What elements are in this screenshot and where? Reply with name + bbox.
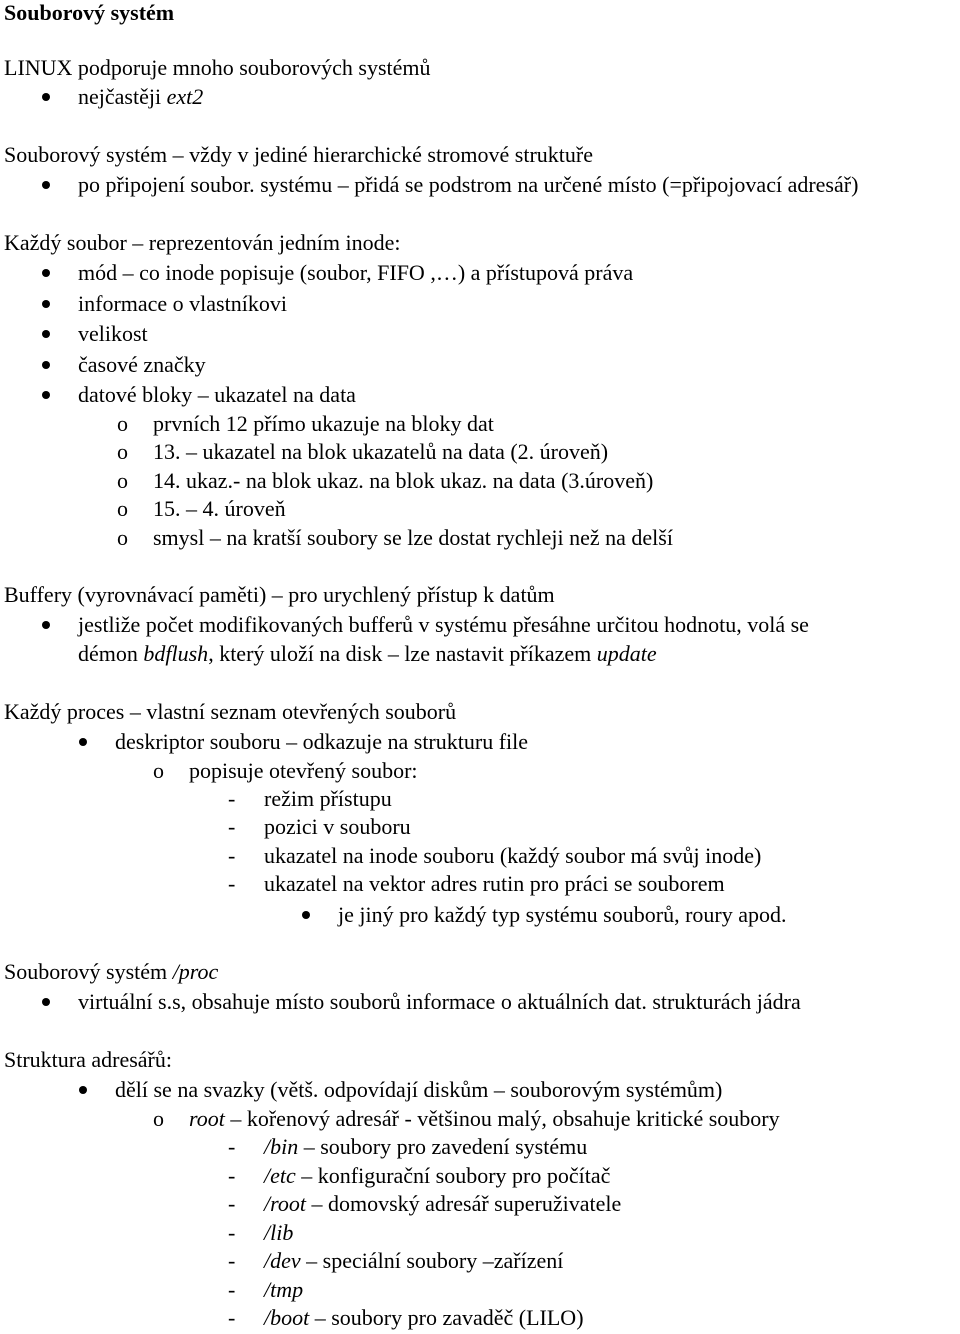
dir-item-bin: /bin – soubory pro zavedení systému	[264, 1134, 588, 1159]
section-heading-proc: Souborový systém /proc	[4, 959, 219, 984]
dash-list-item: ukazatel na vektor adres rutin pro práci se souborem	[264, 871, 725, 896]
bullet-icon	[42, 391, 50, 399]
list-item: informace o vlastníkovi	[78, 291, 287, 316]
bullet-icon	[302, 911, 310, 919]
dir-item-lib: /lib	[264, 1220, 294, 1245]
sub-list-item: popisuje otevřený soubor:	[189, 758, 418, 783]
sub-bullet-marker: o	[117, 468, 128, 493]
sub-bullet-marker: o	[117, 439, 128, 464]
section-heading-directories: Struktura adresářů:	[4, 1047, 172, 1072]
bullet-icon	[42, 998, 50, 1006]
dash-list-item: režim přístupu	[264, 786, 392, 811]
section-heading-linux: LINUX podporuje mnoho souborových systémů	[4, 55, 431, 80]
sub-list-item: 14. ukaz.- na blok ukaz. na blok ukaz. na data (3.úroveň)	[153, 468, 654, 493]
dash-marker: -	[228, 1248, 236, 1273]
sub-list-item: root – kořenový adresář - většinou malý, obsahuje kritické soubory	[189, 1106, 780, 1131]
dir-item-etc: /etc – konfigurační soubory pro počítač	[264, 1163, 611, 1188]
dash-marker: -	[228, 1305, 236, 1330]
list-item: deskriptor souboru – odkazuje na strukturu file	[115, 729, 529, 754]
list-item: velikost	[78, 321, 148, 346]
bullet-icon	[42, 93, 50, 101]
sub-bullet-marker: o	[117, 496, 128, 521]
bullet-icon	[42, 330, 50, 338]
dash-marker: -	[228, 843, 236, 868]
bullet-icon	[42, 181, 50, 189]
sub-bullet-marker: o	[153, 1106, 164, 1131]
dir-item-root: /root – domovský adresář superuživatele	[264, 1191, 622, 1216]
sub-list-item: 15. – 4. úroveň	[153, 496, 286, 521]
sub-bullet-marker: o	[153, 758, 164, 783]
list-item: nejčastěji ext2	[78, 84, 204, 109]
bullet-icon	[42, 621, 50, 629]
list-item: datové bloky – ukazatel na data	[78, 382, 356, 407]
dir-item-boot: /boot – soubory pro zavaděč (LILO)	[264, 1305, 584, 1330]
dir-item-dev: /dev – speciální soubory –zařízení	[264, 1248, 564, 1273]
list-item: dělí se na svazky (větš. odpovídají diskům – souborovým systémům)	[115, 1077, 723, 1102]
dash-marker: -	[228, 1277, 236, 1302]
dash-marker: -	[228, 871, 236, 896]
deep-list-item: je jiný pro každý typ systému souborů, roury apod.	[338, 902, 787, 927]
bullet-icon	[42, 300, 50, 308]
sub-list-item: prvních 12 přímo ukazuje na bloky dat	[153, 411, 494, 436]
list-item: časové značky	[78, 352, 206, 377]
dash-marker: -	[228, 786, 236, 811]
dash-list-item: pozici v souboru	[264, 814, 411, 839]
dash-marker: -	[228, 1191, 236, 1216]
list-item: po připojení soubor. systému – přidá se podstrom na určené místo (=připojovací adresář)	[78, 172, 859, 197]
bullet-icon	[42, 361, 50, 369]
page-title: Souborový systém	[4, 0, 175, 25]
dash-marker: -	[228, 1163, 236, 1188]
bullet-icon	[79, 738, 87, 746]
sub-list-item: smysl – na kratší soubory se lze dostat rychleji než na delší	[153, 525, 673, 550]
section-heading-hierarchy: Souborový systém – vždy v jediné hierarchické stromové struktuře	[4, 142, 593, 167]
section-heading-inode: Každý soubor – reprezentován jedním inode:	[4, 230, 401, 255]
dash-marker: -	[228, 814, 236, 839]
list-item: mód – co inode popisuje (soubor, FIFO ,…) a přístupová práva	[78, 260, 634, 285]
bullet-icon	[79, 1086, 87, 1094]
dir-item-tmp: /tmp	[264, 1277, 304, 1302]
dash-list-item: ukazatel na inode souboru (každý soubor má svůj inode)	[264, 843, 762, 868]
list-item-continuation: démon bdflush, který uloží na disk – lze nastavit příkazem update	[78, 641, 657, 666]
section-heading-buffers: Buffery (vyrovnávací paměti) – pro urychlený přístup k datům	[4, 582, 555, 607]
dash-marker: -	[228, 1220, 236, 1245]
list-item: virtuální s.s, obsahuje místo souborů informace o aktuálních dat. strukturách jádra	[78, 989, 801, 1014]
sub-list-item: 13. – ukazatel na blok ukazatelů na data (2. úroveň)	[153, 439, 609, 464]
bullet-icon	[42, 269, 50, 277]
section-heading-process: Každý proces – vlastní seznam otevřených souborů	[4, 699, 457, 724]
list-item: jestliže počet modifikovaných bufferů v systému přesáhne určitou hodnotu, volá se	[78, 612, 809, 637]
sub-bullet-marker: o	[117, 411, 128, 436]
dash-marker: -	[228, 1134, 236, 1159]
sub-bullet-marker: o	[117, 525, 128, 550]
